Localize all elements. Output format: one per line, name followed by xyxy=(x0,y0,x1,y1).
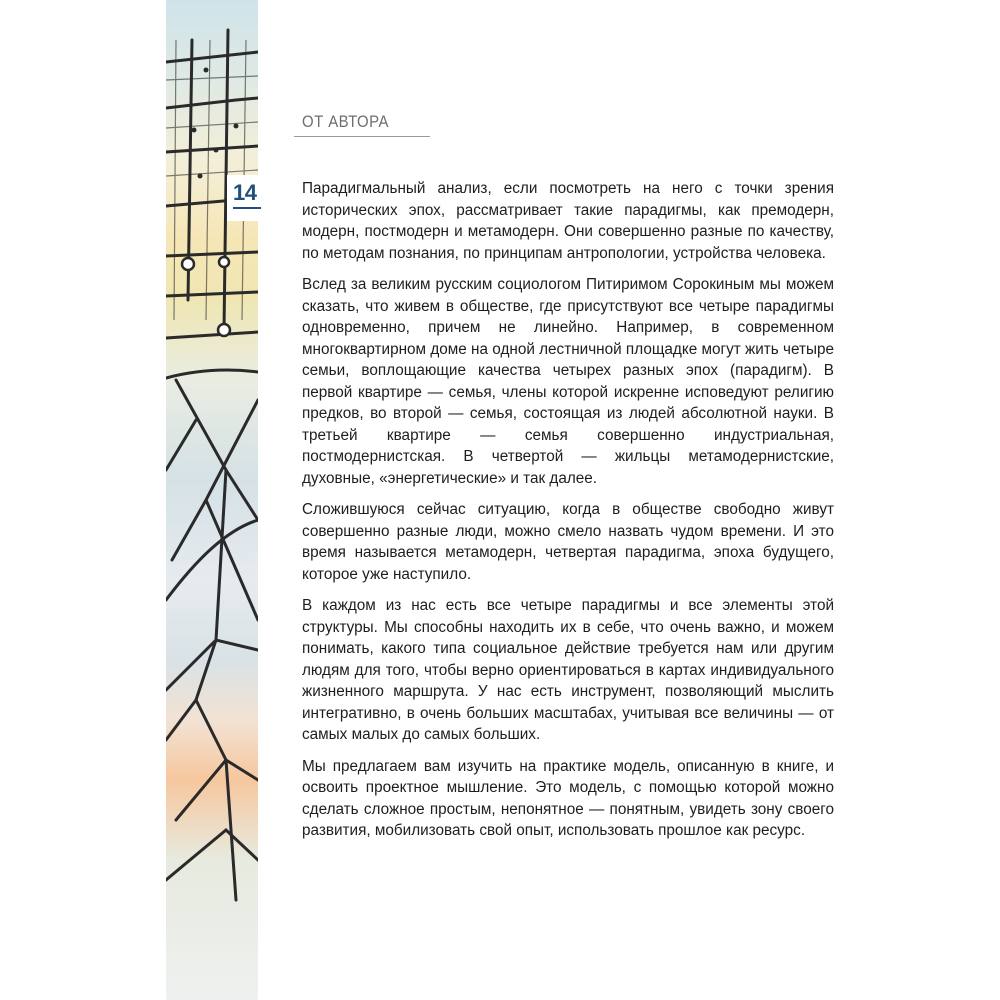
paragraph: Мы предлагаем вам изучить на практике модель, описанную в книге, и освоить проектное мышление. Это модель, с помощью которой можно сделать сложное простым, непонятное — понятным, увидеть зону своего развития, мобилизовать свой опыт, использовать прошлое как ресурс. xyxy=(302,757,834,839)
paragraph: Вслед за великим русским социологом Питиримом Сорокиным мы можем сказать, что живем в обществе, где присутствуют все четыре парадигмы одновременно, причем не линейно. Например, в современном многоквартирном доме на одной лестничной площадке могут жить четыре семьи, воплощающие качества четырех разных эпох (парадигм). В первой квартире — семья, члены которой искренне исповедуют религию предков, во второй — семья, состоящая из людей абсолютной науки. В третьей квартире — семья совершенно индустриальная, постмодернистская. В четвертой — жильцы метамодернистские, духовные, «энергетические» и так далее. xyxy=(302,276,834,487)
page-left-margin xyxy=(0,0,166,1000)
paragraph: Парадигмальный анализ, если посмотреть на него с точки зрения исторических эпох, рассматривает такие парадигмы, как премодерн, модерн, постмодерн и метамодерн. Они совершенно разные по качеству, по методам познания, по принципам антропологии, устройства человека. xyxy=(302,180,834,262)
abstract-line-drawing xyxy=(166,0,258,1000)
decorative-art-strip xyxy=(166,0,258,1000)
page-number-underline xyxy=(233,207,261,209)
paragraph: Сложившуюся сейчас ситуацию, когда в обществе свободно живут совершенно разные люди, можно смело назвать чудом времени. И это время называется метамодерн, четвертая парадигма, эпоха будущего, которое уже наступило. xyxy=(302,501,834,583)
section-header-rule xyxy=(294,136,430,137)
body-text-column xyxy=(302,178,834,852)
section-header: ОТ АВТОРА xyxy=(302,112,389,131)
paragraph: В каждом из нас есть все четыре парадигмы и все элементы этой структуры. Мы способны находить их в себе, что очень важно, и можем понимать, какого типа социальное действие требуется нам или другим людям для того, чтобы верно ориентироваться в картах индивидуального жизненного маршрута. У нас есть инструмент, позволяющий мыслить интегративно, в очень больших масштабах, учитывая все величины — от самых малых до самых больших. xyxy=(302,597,834,743)
page-number: 14 xyxy=(233,180,257,205)
